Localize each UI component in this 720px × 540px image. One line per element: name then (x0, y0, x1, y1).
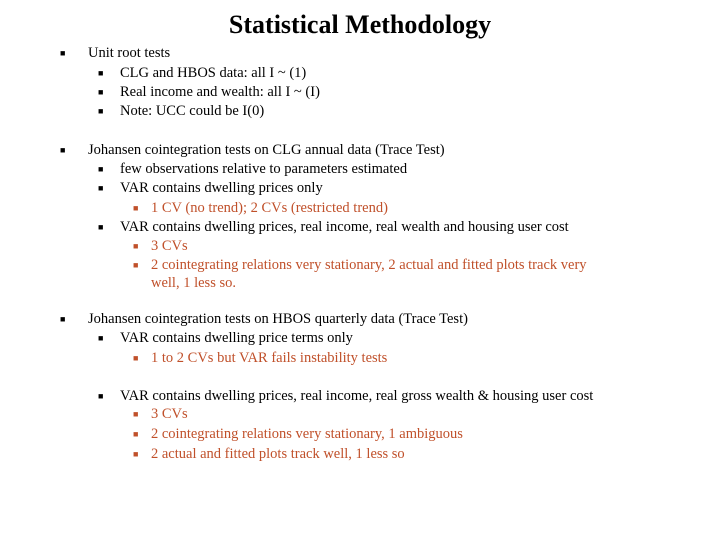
bullet-text-level-2: VAR contains dwelling prices, real income, real wealth and housing user cost (120, 219, 569, 235)
bullet-icon: ■ (133, 203, 139, 213)
bullet-icon: ■ (98, 106, 104, 116)
bullet-icon: ■ (133, 449, 139, 459)
bullet-text-level-3: 2 cointegrating relations very stationary, 1 ambiguous (151, 426, 463, 442)
bullet-text-level-1: Johansen cointegration tests on HBOS quarterly data (Trace Test) (88, 311, 468, 327)
slide-title: Statistical Methodology (228, 10, 492, 39)
bullet-text-level-1: Johansen cointegration tests on CLG annual data (Trace Test) (88, 142, 445, 158)
bullet-text-level-3: 2 actual and fitted plots track well, 1 less so (151, 446, 405, 462)
bullet-icon: ■ (60, 145, 66, 155)
bullet-text-level-2: VAR contains dwelling prices, real income, real gross wealth & housing user cost (120, 388, 594, 404)
bullet-text-level-1: Unit root tests (88, 45, 171, 61)
bullet-icon: ■ (60, 48, 66, 58)
bullet-text-level-2: Note: UCC could be I(0) (120, 103, 265, 119)
bullet-icon: ■ (133, 409, 139, 419)
bullet-icon: ■ (133, 260, 139, 270)
bullet-icon: ■ (98, 222, 104, 232)
bullet-text-level-3: 3 CVs (151, 406, 188, 422)
bullet-icon: ■ (133, 429, 139, 439)
bullet-text-level-2: Real income and wealth: all I ~ (I) (120, 84, 320, 100)
bullet-icon: ■ (133, 353, 139, 363)
bullet-text-level-3: 1 to 2 CVs but VAR fails instability tests (151, 350, 388, 366)
bullet-text-level-2: VAR contains dwelling prices only (120, 180, 323, 196)
bullet-icon: ■ (98, 183, 104, 193)
bullet-icon: ■ (98, 164, 104, 174)
bullet-icon: ■ (98, 87, 104, 97)
bullet-text-level-3: 2 cointegrating relations very stationary, 2 actual and fitted plots track very (151, 257, 587, 273)
bullet-icon: ■ (98, 68, 104, 78)
bullet-text-level-2: VAR contains dwelling price terms only (120, 330, 353, 346)
bullet-icon: ■ (98, 391, 104, 401)
bullet-text-level-3: well, 1 less so. (151, 275, 236, 291)
bullet-text-level-2: few observations relative to parameters estimated (120, 161, 408, 177)
bullet-text-level-3: 1 CV (no trend); 2 CVs (restricted trend) (151, 200, 388, 216)
bullet-icon: ■ (60, 314, 66, 324)
bullet-text-level-2: CLG and HBOS data: all I ~ (1) (120, 65, 307, 81)
bullet-icon: ■ (98, 333, 104, 343)
bullet-icon: ■ (133, 241, 139, 251)
bullet-text-level-3: 3 CVs (151, 238, 188, 254)
